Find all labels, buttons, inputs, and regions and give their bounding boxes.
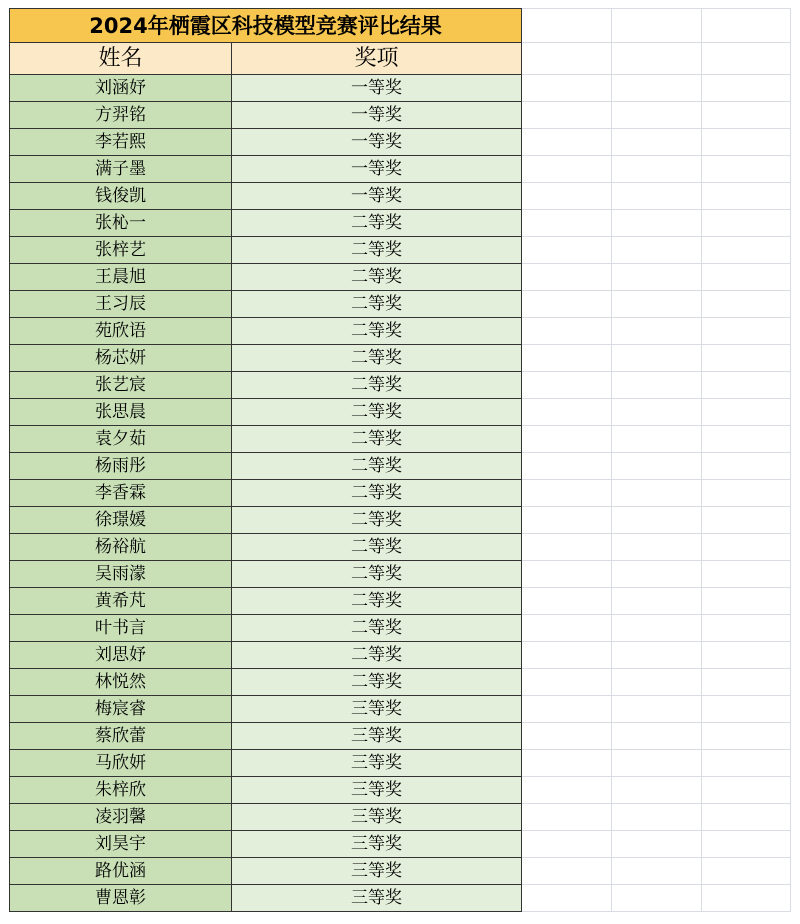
table-row bbox=[10, 264, 791, 291]
table-row bbox=[10, 291, 791, 318]
empty-cell[interactable] bbox=[612, 129, 702, 156]
award-cell[interactable]: 三等奖 bbox=[232, 777, 522, 804]
empty-cell[interactable] bbox=[702, 588, 791, 615]
empty-cell[interactable] bbox=[612, 453, 702, 480]
empty-cell[interactable] bbox=[522, 453, 612, 480]
empty-cell[interactable] bbox=[612, 750, 702, 777]
empty-cell[interactable] bbox=[612, 43, 702, 75]
table-row bbox=[10, 561, 791, 588]
empty-cell[interactable] bbox=[612, 480, 702, 507]
empty-cell[interactable] bbox=[522, 318, 612, 345]
empty-cell[interactable] bbox=[612, 723, 702, 750]
table-row bbox=[10, 507, 791, 534]
award-cell[interactable]: 三等奖 bbox=[232, 858, 522, 885]
award-cell[interactable]: 三等奖 bbox=[232, 885, 522, 912]
sheet-body bbox=[10, 9, 791, 912]
award-cell[interactable]: 二等奖 bbox=[232, 210, 522, 237]
empty-cell[interactable] bbox=[702, 318, 791, 345]
award-cell[interactable]: 二等奖 bbox=[232, 480, 522, 507]
empty-cell[interactable] bbox=[522, 804, 612, 831]
name-cell[interactable]: 杨裕航 bbox=[10, 534, 232, 561]
name-cell[interactable]: 王习辰 bbox=[10, 291, 232, 318]
award-cell[interactable]: 三等奖 bbox=[232, 696, 522, 723]
empty-cell[interactable] bbox=[612, 318, 702, 345]
name-cell[interactable]: 方羿铭 bbox=[10, 102, 232, 129]
name-cell[interactable]: 林悦然 bbox=[10, 669, 232, 696]
empty-cell[interactable] bbox=[522, 102, 612, 129]
empty-cell[interactable] bbox=[612, 885, 702, 912]
name-cell[interactable]: 梅宸睿 bbox=[10, 696, 232, 723]
empty-cell[interactable] bbox=[702, 453, 791, 480]
award-cell[interactable]: 二等奖 bbox=[232, 615, 522, 642]
empty-cell[interactable] bbox=[522, 399, 612, 426]
header-cell-name[interactable]: 姓名 bbox=[10, 43, 232, 75]
empty-cell[interactable] bbox=[612, 372, 702, 399]
empty-cell[interactable] bbox=[522, 129, 612, 156]
empty-cell[interactable] bbox=[522, 372, 612, 399]
table-row bbox=[10, 858, 791, 885]
name-cell[interactable]: 叶书言 bbox=[10, 615, 232, 642]
table-row bbox=[10, 318, 791, 345]
award-cell[interactable]: 一等奖 bbox=[232, 183, 522, 210]
empty-cell[interactable] bbox=[702, 669, 791, 696]
empty-cell[interactable] bbox=[702, 264, 791, 291]
name-cell[interactable]: 张杺一 bbox=[10, 210, 232, 237]
empty-cell[interactable] bbox=[612, 561, 702, 588]
empty-cell[interactable] bbox=[522, 858, 612, 885]
empty-cell[interactable] bbox=[702, 9, 791, 43]
table-row bbox=[10, 723, 791, 750]
header-row bbox=[10, 43, 791, 75]
award-cell[interactable]: 二等奖 bbox=[232, 669, 522, 696]
name-cell[interactable]: 李若熙 bbox=[10, 129, 232, 156]
empty-cell[interactable] bbox=[702, 237, 791, 264]
empty-cell[interactable] bbox=[612, 777, 702, 804]
empty-cell[interactable] bbox=[612, 831, 702, 858]
empty-cell[interactable] bbox=[612, 210, 702, 237]
empty-cell[interactable] bbox=[612, 399, 702, 426]
name-cell[interactable]: 徐璟媛 bbox=[10, 507, 232, 534]
empty-cell[interactable] bbox=[702, 75, 791, 102]
award-cell[interactable]: 二等奖 bbox=[232, 642, 522, 669]
empty-cell[interactable] bbox=[612, 615, 702, 642]
empty-cell[interactable] bbox=[702, 723, 791, 750]
empty-cell[interactable] bbox=[522, 43, 612, 75]
award-cell[interactable]: 一等奖 bbox=[232, 75, 522, 102]
award-cell[interactable]: 二等奖 bbox=[232, 561, 522, 588]
empty-cell[interactable] bbox=[702, 345, 791, 372]
empty-cell[interactable] bbox=[612, 345, 702, 372]
table-row bbox=[10, 210, 791, 237]
award-cell[interactable]: 一等奖 bbox=[232, 102, 522, 129]
empty-cell[interactable] bbox=[522, 345, 612, 372]
header-cell-award[interactable]: 奖项 bbox=[232, 43, 522, 75]
table-row bbox=[10, 831, 791, 858]
empty-cell[interactable] bbox=[522, 588, 612, 615]
empty-cell[interactable] bbox=[522, 426, 612, 453]
empty-cell[interactable] bbox=[702, 885, 791, 912]
award-cell[interactable]: 二等奖 bbox=[232, 507, 522, 534]
name-cell[interactable]: 曹恩彰 bbox=[10, 885, 232, 912]
table-row bbox=[10, 588, 791, 615]
empty-cell[interactable] bbox=[522, 642, 612, 669]
empty-cell[interactable] bbox=[522, 9, 612, 43]
name-cell[interactable]: 张艺宸 bbox=[10, 372, 232, 399]
empty-cell[interactable] bbox=[702, 507, 791, 534]
table-row bbox=[10, 885, 791, 912]
results-sheet bbox=[9, 8, 791, 912]
name-cell[interactable]: 黄希芃 bbox=[10, 588, 232, 615]
table-row bbox=[10, 534, 791, 561]
empty-cell[interactable] bbox=[522, 237, 612, 264]
empty-cell[interactable] bbox=[702, 642, 791, 669]
award-cell[interactable]: 二等奖 bbox=[232, 426, 522, 453]
table-row bbox=[10, 399, 791, 426]
title-row bbox=[10, 9, 791, 43]
empty-cell[interactable] bbox=[702, 183, 791, 210]
empty-cell[interactable] bbox=[702, 210, 791, 237]
award-cell[interactable]: 一等奖 bbox=[232, 156, 522, 183]
award-cell[interactable]: 三等奖 bbox=[232, 723, 522, 750]
table-row bbox=[10, 480, 791, 507]
award-cell[interactable]: 三等奖 bbox=[232, 750, 522, 777]
name-cell[interactable]: 杨雨彤 bbox=[10, 453, 232, 480]
empty-cell[interactable] bbox=[522, 75, 612, 102]
award-cell[interactable]: 二等奖 bbox=[232, 534, 522, 561]
table-row bbox=[10, 426, 791, 453]
name-cell[interactable]: 吴雨濛 bbox=[10, 561, 232, 588]
empty-cell[interactable] bbox=[612, 858, 702, 885]
name-cell[interactable]: 朱梓欣 bbox=[10, 777, 232, 804]
empty-cell[interactable] bbox=[522, 750, 612, 777]
table-row bbox=[10, 372, 791, 399]
award-cell[interactable]: 二等奖 bbox=[232, 399, 522, 426]
empty-cell[interactable] bbox=[702, 804, 791, 831]
empty-cell[interactable] bbox=[702, 156, 791, 183]
table-row bbox=[10, 669, 791, 696]
table-row bbox=[10, 750, 791, 777]
empty-cell[interactable] bbox=[612, 237, 702, 264]
empty-cell[interactable] bbox=[612, 642, 702, 669]
table-row bbox=[10, 129, 791, 156]
empty-cell[interactable] bbox=[702, 696, 791, 723]
award-cell[interactable]: 二等奖 bbox=[232, 318, 522, 345]
award-cell[interactable]: 二等奖 bbox=[232, 588, 522, 615]
empty-cell[interactable] bbox=[522, 615, 612, 642]
name-cell[interactable]: 路优涵 bbox=[10, 858, 232, 885]
empty-cell[interactable] bbox=[702, 129, 791, 156]
name-cell[interactable]: 苑欣语 bbox=[10, 318, 232, 345]
empty-cell[interactable] bbox=[702, 615, 791, 642]
empty-cell[interactable] bbox=[612, 102, 702, 129]
empty-cell[interactable] bbox=[702, 561, 791, 588]
name-cell[interactable]: 凌羽馨 bbox=[10, 804, 232, 831]
name-cell[interactable]: 张梓艺 bbox=[10, 237, 232, 264]
empty-cell[interactable] bbox=[522, 264, 612, 291]
name-cell[interactable]: 刘涵妤 bbox=[10, 75, 232, 102]
empty-cell[interactable] bbox=[612, 9, 702, 43]
empty-cell[interactable] bbox=[522, 669, 612, 696]
award-cell[interactable]: 二等奖 bbox=[232, 237, 522, 264]
table-row bbox=[10, 453, 791, 480]
empty-cell[interactable] bbox=[702, 399, 791, 426]
empty-cell[interactable] bbox=[702, 372, 791, 399]
empty-cell[interactable] bbox=[522, 696, 612, 723]
empty-cell[interactable] bbox=[612, 426, 702, 453]
table-row bbox=[10, 102, 791, 129]
name-cell[interactable]: 袁夕茹 bbox=[10, 426, 232, 453]
empty-cell[interactable] bbox=[612, 588, 702, 615]
empty-cell[interactable] bbox=[522, 831, 612, 858]
table-row bbox=[10, 696, 791, 723]
empty-cell[interactable] bbox=[612, 669, 702, 696]
table-row bbox=[10, 156, 791, 183]
table-row bbox=[10, 75, 791, 102]
empty-cell[interactable] bbox=[612, 264, 702, 291]
empty-cell[interactable] bbox=[522, 183, 612, 210]
award-cell[interactable]: 二等奖 bbox=[232, 264, 522, 291]
empty-cell[interactable] bbox=[522, 777, 612, 804]
empty-cell[interactable] bbox=[702, 291, 791, 318]
award-cell[interactable]: 三等奖 bbox=[232, 831, 522, 858]
empty-cell[interactable] bbox=[522, 156, 612, 183]
name-cell[interactable]: 刘昊宇 bbox=[10, 831, 232, 858]
name-cell[interactable]: 王晨旭 bbox=[10, 264, 232, 291]
table-row bbox=[10, 237, 791, 264]
award-cell[interactable]: 二等奖 bbox=[232, 345, 522, 372]
empty-cell[interactable] bbox=[612, 696, 702, 723]
empty-cell[interactable] bbox=[612, 156, 702, 183]
empty-cell[interactable] bbox=[522, 534, 612, 561]
table-row bbox=[10, 183, 791, 210]
award-cell[interactable]: 二等奖 bbox=[232, 291, 522, 318]
award-cell[interactable]: 二等奖 bbox=[232, 372, 522, 399]
name-cell[interactable]: 李香霖 bbox=[10, 480, 232, 507]
empty-cell[interactable] bbox=[522, 291, 612, 318]
name-cell[interactable]: 钱俊凯 bbox=[10, 183, 232, 210]
empty-cell[interactable] bbox=[612, 534, 702, 561]
table-row bbox=[10, 345, 791, 372]
sheet-title-cell[interactable]: 2024年栖霞区科技模型竞赛评比结果 bbox=[10, 9, 522, 43]
empty-cell[interactable] bbox=[522, 507, 612, 534]
empty-cell[interactable] bbox=[612, 804, 702, 831]
empty-cell[interactable] bbox=[612, 291, 702, 318]
award-cell[interactable]: 一等奖 bbox=[232, 129, 522, 156]
empty-cell[interactable] bbox=[702, 858, 791, 885]
empty-cell[interactable] bbox=[702, 426, 791, 453]
empty-cell[interactable] bbox=[702, 43, 791, 75]
empty-cell[interactable] bbox=[702, 480, 791, 507]
empty-cell[interactable] bbox=[612, 507, 702, 534]
empty-cell[interactable] bbox=[702, 777, 791, 804]
table-row bbox=[10, 804, 791, 831]
name-cell[interactable]: 满子墨 bbox=[10, 156, 232, 183]
award-cell[interactable]: 二等奖 bbox=[232, 453, 522, 480]
award-cell[interactable]: 三等奖 bbox=[232, 804, 522, 831]
empty-cell[interactable] bbox=[702, 831, 791, 858]
name-cell[interactable]: 马欣妍 bbox=[10, 750, 232, 777]
name-cell[interactable]: 蔡欣蕾 bbox=[10, 723, 232, 750]
empty-cell[interactable] bbox=[522, 210, 612, 237]
empty-cell[interactable] bbox=[702, 534, 791, 561]
empty-cell[interactable] bbox=[522, 561, 612, 588]
empty-cell[interactable] bbox=[702, 102, 791, 129]
name-cell[interactable]: 张思晨 bbox=[10, 399, 232, 426]
empty-cell[interactable] bbox=[612, 75, 702, 102]
empty-cell[interactable] bbox=[612, 183, 702, 210]
name-cell[interactable]: 刘思妤 bbox=[10, 642, 232, 669]
name-cell[interactable]: 杨芯妍 bbox=[10, 345, 232, 372]
table-row bbox=[10, 642, 791, 669]
empty-cell[interactable] bbox=[522, 723, 612, 750]
table-row bbox=[10, 615, 791, 642]
empty-cell[interactable] bbox=[522, 480, 612, 507]
empty-cell[interactable] bbox=[702, 750, 791, 777]
table-row bbox=[10, 777, 791, 804]
empty-cell[interactable] bbox=[522, 885, 612, 912]
